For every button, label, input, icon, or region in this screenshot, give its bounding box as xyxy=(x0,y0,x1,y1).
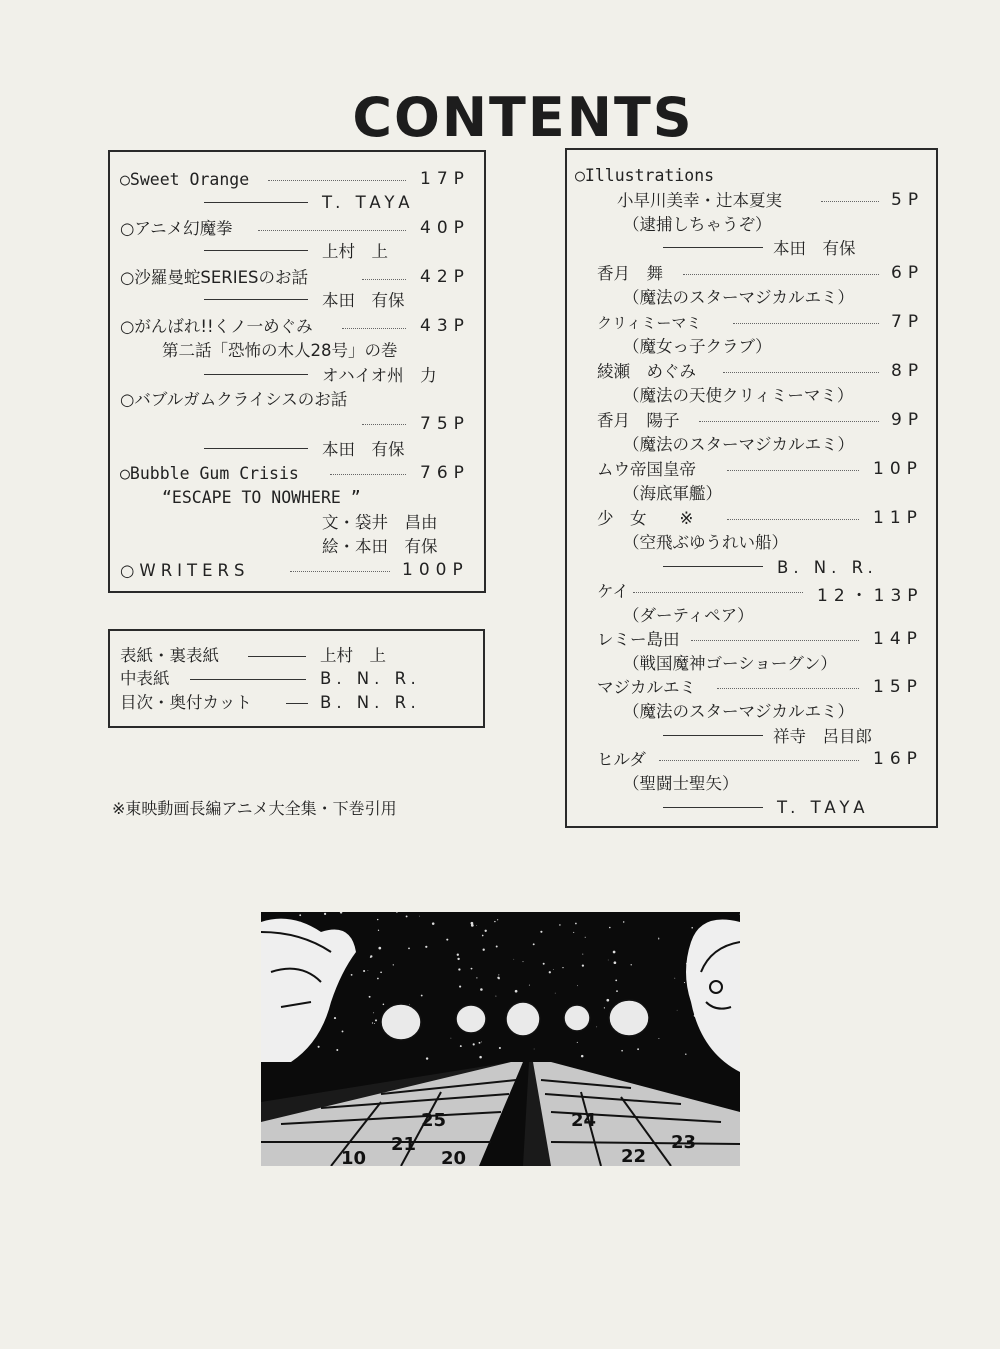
star xyxy=(606,999,609,1002)
page-number: 15P xyxy=(873,677,923,697)
star xyxy=(457,954,459,956)
star xyxy=(499,1047,501,1049)
star xyxy=(498,978,500,980)
illustration-source: （逮捕しちゃうぞ） xyxy=(623,215,772,234)
illustration-svg xyxy=(261,912,740,1166)
star xyxy=(677,1010,678,1011)
leader-dots xyxy=(723,372,879,373)
illustration-source: （空飛ぶゆうれい船） xyxy=(623,533,788,552)
star xyxy=(585,937,586,938)
illustration-author: T. TAYA xyxy=(777,798,870,817)
leader-line xyxy=(663,566,763,567)
leader-dots xyxy=(727,519,859,520)
star xyxy=(479,1042,481,1044)
star xyxy=(380,971,382,973)
credits-box xyxy=(108,629,485,728)
illustration-item: ムウ帝国皇帝 xyxy=(597,460,696,479)
road-grid-number: 23 xyxy=(671,1132,697,1153)
star xyxy=(691,927,693,929)
page-number: 9P xyxy=(891,410,925,430)
road-grid-number: 20 xyxy=(441,1148,467,1166)
credit-label-cover: 表紙・裏表紙 xyxy=(120,646,219,665)
page-number: 76P xyxy=(420,463,470,483)
star xyxy=(553,969,554,970)
star xyxy=(480,988,483,991)
star xyxy=(483,949,485,951)
star xyxy=(336,1049,338,1051)
page-number: 12・13P xyxy=(817,586,924,606)
page-number: 42P xyxy=(420,267,470,287)
star xyxy=(562,967,563,968)
author-art: 絵・本田 有保 xyxy=(322,537,438,556)
star xyxy=(674,978,675,979)
star xyxy=(616,990,618,992)
star xyxy=(637,1048,639,1050)
credit-name-toc: B. N. R. xyxy=(320,693,421,712)
leader-dots xyxy=(733,323,879,324)
toc-entry-shara: ○沙羅曼蛇SERIESのお話 xyxy=(120,268,309,287)
credit-name-cover: 上村 上 xyxy=(320,646,386,665)
subtitle: 第二話「恐怖の木人28号」の巻 xyxy=(162,341,398,360)
space-road-illustration xyxy=(261,912,740,1166)
leader-dots xyxy=(699,421,879,422)
star xyxy=(623,921,624,922)
leader-dots xyxy=(362,279,406,280)
star xyxy=(368,970,369,971)
leader-dots xyxy=(683,274,879,275)
star xyxy=(393,964,394,965)
leader-dots xyxy=(659,760,859,761)
illustrations-box xyxy=(565,148,938,828)
star xyxy=(426,1057,428,1059)
illustration-source: （ダーティペア） xyxy=(623,606,754,625)
star xyxy=(446,939,448,941)
toc-entry-sweet-orange: ○Sweet Orange xyxy=(120,170,250,189)
star xyxy=(533,943,535,945)
star xyxy=(471,922,474,925)
page-number: 16P xyxy=(873,749,923,769)
leader-dots xyxy=(268,180,406,181)
page-number: 43P xyxy=(420,316,470,336)
leader-line xyxy=(204,202,308,203)
illustration-author: B. N. R. xyxy=(777,558,878,577)
star xyxy=(543,963,545,965)
illustration-source: （戦国魔神ゴーショーグン） xyxy=(623,654,837,673)
toc-entry-genmaken: ○アニメ幻魔拳 xyxy=(120,219,233,238)
leader-dots xyxy=(290,571,390,572)
star xyxy=(460,1045,462,1047)
illustration-source: （聖闘士聖矢） xyxy=(623,774,739,793)
road-grid-number: 10 xyxy=(341,1148,367,1166)
page-title: CONTENTS xyxy=(352,86,694,149)
star xyxy=(658,937,659,938)
star xyxy=(497,919,498,920)
star xyxy=(425,946,427,948)
star xyxy=(481,1041,482,1042)
leader-line xyxy=(663,247,763,248)
star xyxy=(408,948,410,950)
leader-line xyxy=(204,448,308,449)
illustration-item: マジカルエミ xyxy=(597,678,696,697)
star xyxy=(496,946,498,948)
star xyxy=(608,960,609,961)
page-number: 7P xyxy=(891,312,925,332)
page-number: 6P xyxy=(891,263,925,283)
star xyxy=(485,930,487,932)
illustration-source: （魔女っ子クラブ） xyxy=(623,337,772,356)
road-grid-number: 22 xyxy=(621,1146,647,1166)
page-number: 75P xyxy=(420,414,470,434)
star xyxy=(377,919,378,920)
illustration-item: ケイ xyxy=(597,582,629,601)
road-grid-number: 25 xyxy=(421,1110,447,1131)
credit-label-toc: 目次・奥付カット xyxy=(120,693,252,712)
star xyxy=(373,1012,374,1013)
star xyxy=(351,974,353,976)
illustration-source: （魔法のスターマジカルエミ） xyxy=(623,435,854,454)
star xyxy=(555,993,556,994)
star xyxy=(372,1022,373,1023)
star xyxy=(577,985,578,986)
star xyxy=(596,1027,597,1028)
illustration-item: 綾瀬 めぐみ xyxy=(597,362,696,381)
leader-dots xyxy=(342,328,406,329)
illustration-item: 香月 陽子 xyxy=(597,411,680,430)
leader-line xyxy=(663,735,763,736)
toc-entry-bubblegum-talk: ○バブルガムクライシスのお話 xyxy=(120,390,348,409)
star xyxy=(494,921,495,922)
star xyxy=(604,1007,605,1008)
star xyxy=(515,990,518,993)
star xyxy=(421,995,423,997)
star xyxy=(471,968,473,970)
star xyxy=(577,1042,578,1043)
star xyxy=(342,1030,344,1032)
star xyxy=(459,986,461,988)
author: 本田 有保 xyxy=(322,440,405,459)
illustration-item: ヒルダ xyxy=(597,750,646,769)
source-note: ※東映動画長編アニメ大全集・下巻引用 xyxy=(112,799,397,818)
page-number: 17P xyxy=(420,169,470,189)
credit-name-inner: B. N. R. xyxy=(320,669,421,688)
star xyxy=(613,951,616,954)
credit-label-inner: 中表紙 xyxy=(120,669,170,688)
page-number: 40P xyxy=(420,218,470,238)
page-number: 10P xyxy=(873,459,923,479)
leader-line xyxy=(663,807,763,808)
star xyxy=(363,970,365,972)
leader-dots xyxy=(717,688,859,689)
star xyxy=(375,1019,377,1021)
leader-dots xyxy=(362,424,406,425)
page-number: 14P xyxy=(873,629,923,649)
road-grid-number: 21 xyxy=(391,1134,417,1155)
author-text: 文・袋井 昌由 xyxy=(322,513,438,532)
author: 上村 上 xyxy=(322,242,388,261)
star xyxy=(534,1049,535,1050)
star xyxy=(495,996,496,997)
star xyxy=(374,1023,375,1024)
star xyxy=(621,1050,623,1052)
star xyxy=(573,932,574,933)
star xyxy=(631,964,632,965)
star xyxy=(559,924,560,925)
star xyxy=(383,1004,385,1006)
star xyxy=(299,914,301,916)
star xyxy=(369,996,371,998)
star xyxy=(582,964,584,966)
star xyxy=(476,977,477,978)
star xyxy=(409,1004,410,1005)
star xyxy=(479,1056,482,1059)
star xyxy=(575,923,577,925)
leader-dots xyxy=(633,592,803,593)
illustration-item: 香月 舞 xyxy=(597,264,663,283)
author: T. TAYA xyxy=(322,193,415,212)
star xyxy=(609,927,611,929)
star xyxy=(334,1017,336,1019)
leader-dots xyxy=(330,474,406,475)
star xyxy=(498,974,499,975)
leader-line xyxy=(248,656,306,657)
toc-entry-bubble-gum-crisis: ○Bubble Gum Crisis xyxy=(120,464,299,483)
contents-box xyxy=(108,150,486,593)
leader-line xyxy=(190,679,306,680)
illustration-source: （魔法のスターマジカルエミ） xyxy=(623,288,854,307)
star xyxy=(582,954,583,955)
star xyxy=(476,925,477,926)
star xyxy=(378,930,379,931)
star xyxy=(685,1053,686,1054)
author: オハイオ州 力 xyxy=(322,366,437,385)
leader-dots xyxy=(258,230,406,231)
illustration-item: クリィミーマミ xyxy=(597,314,702,332)
star xyxy=(419,916,420,917)
star xyxy=(318,1046,320,1048)
star xyxy=(473,1043,475,1045)
page-number: 5P xyxy=(891,190,925,210)
star xyxy=(513,959,514,960)
page-number: 100P xyxy=(402,560,469,580)
illustration-item: 小早川美幸・辻本夏実 xyxy=(617,191,782,210)
star xyxy=(658,938,659,939)
toc-entry-writers: ○WRITERS xyxy=(120,561,250,580)
illustration-source: （魔法の天使クリィミーマミ） xyxy=(623,386,854,405)
star xyxy=(324,913,326,915)
leader-dots xyxy=(691,640,859,641)
star xyxy=(549,971,551,973)
star xyxy=(377,978,379,980)
star xyxy=(432,922,435,925)
star xyxy=(615,979,617,981)
illustration-source: （魔法のスターマジカルエミ） xyxy=(623,702,854,721)
star xyxy=(540,931,542,933)
page-number: 8P xyxy=(891,361,925,381)
toc-entry-ganbare: ○がんばれ!!くノ一めぐみ xyxy=(120,317,313,336)
leader-line xyxy=(204,299,308,300)
leader-dots xyxy=(821,201,879,202)
leader-line xyxy=(286,703,308,704)
star xyxy=(370,956,371,957)
page-number: 11P xyxy=(873,508,923,528)
illustration-author: 本田 有保 xyxy=(773,239,856,258)
leader-dots xyxy=(727,470,859,471)
star xyxy=(482,935,484,937)
road-grid-number: 24 xyxy=(571,1110,597,1131)
star xyxy=(523,961,524,962)
star xyxy=(529,985,530,986)
leader-line xyxy=(204,374,308,375)
illustration-author: 祥寺 呂目郎 xyxy=(773,727,872,746)
star xyxy=(406,915,408,917)
star xyxy=(378,947,381,950)
star xyxy=(458,968,460,970)
star xyxy=(739,914,740,915)
star xyxy=(614,961,617,964)
star xyxy=(581,1055,584,1058)
author: 本田 有保 xyxy=(322,291,405,310)
illustration-item: レミー島田 xyxy=(597,630,680,649)
star xyxy=(457,958,459,960)
star xyxy=(684,982,685,983)
star xyxy=(451,1038,452,1039)
star xyxy=(658,1038,659,1039)
subtitle: “ESCAPE TO NOWHERE ” xyxy=(162,488,361,507)
leader-line xyxy=(204,250,308,251)
illustration-source: （海底軍艦） xyxy=(623,484,722,503)
illustrations-heading: ○Illustrations xyxy=(575,166,715,185)
illustration-item: 少 女 ※ xyxy=(597,509,694,528)
